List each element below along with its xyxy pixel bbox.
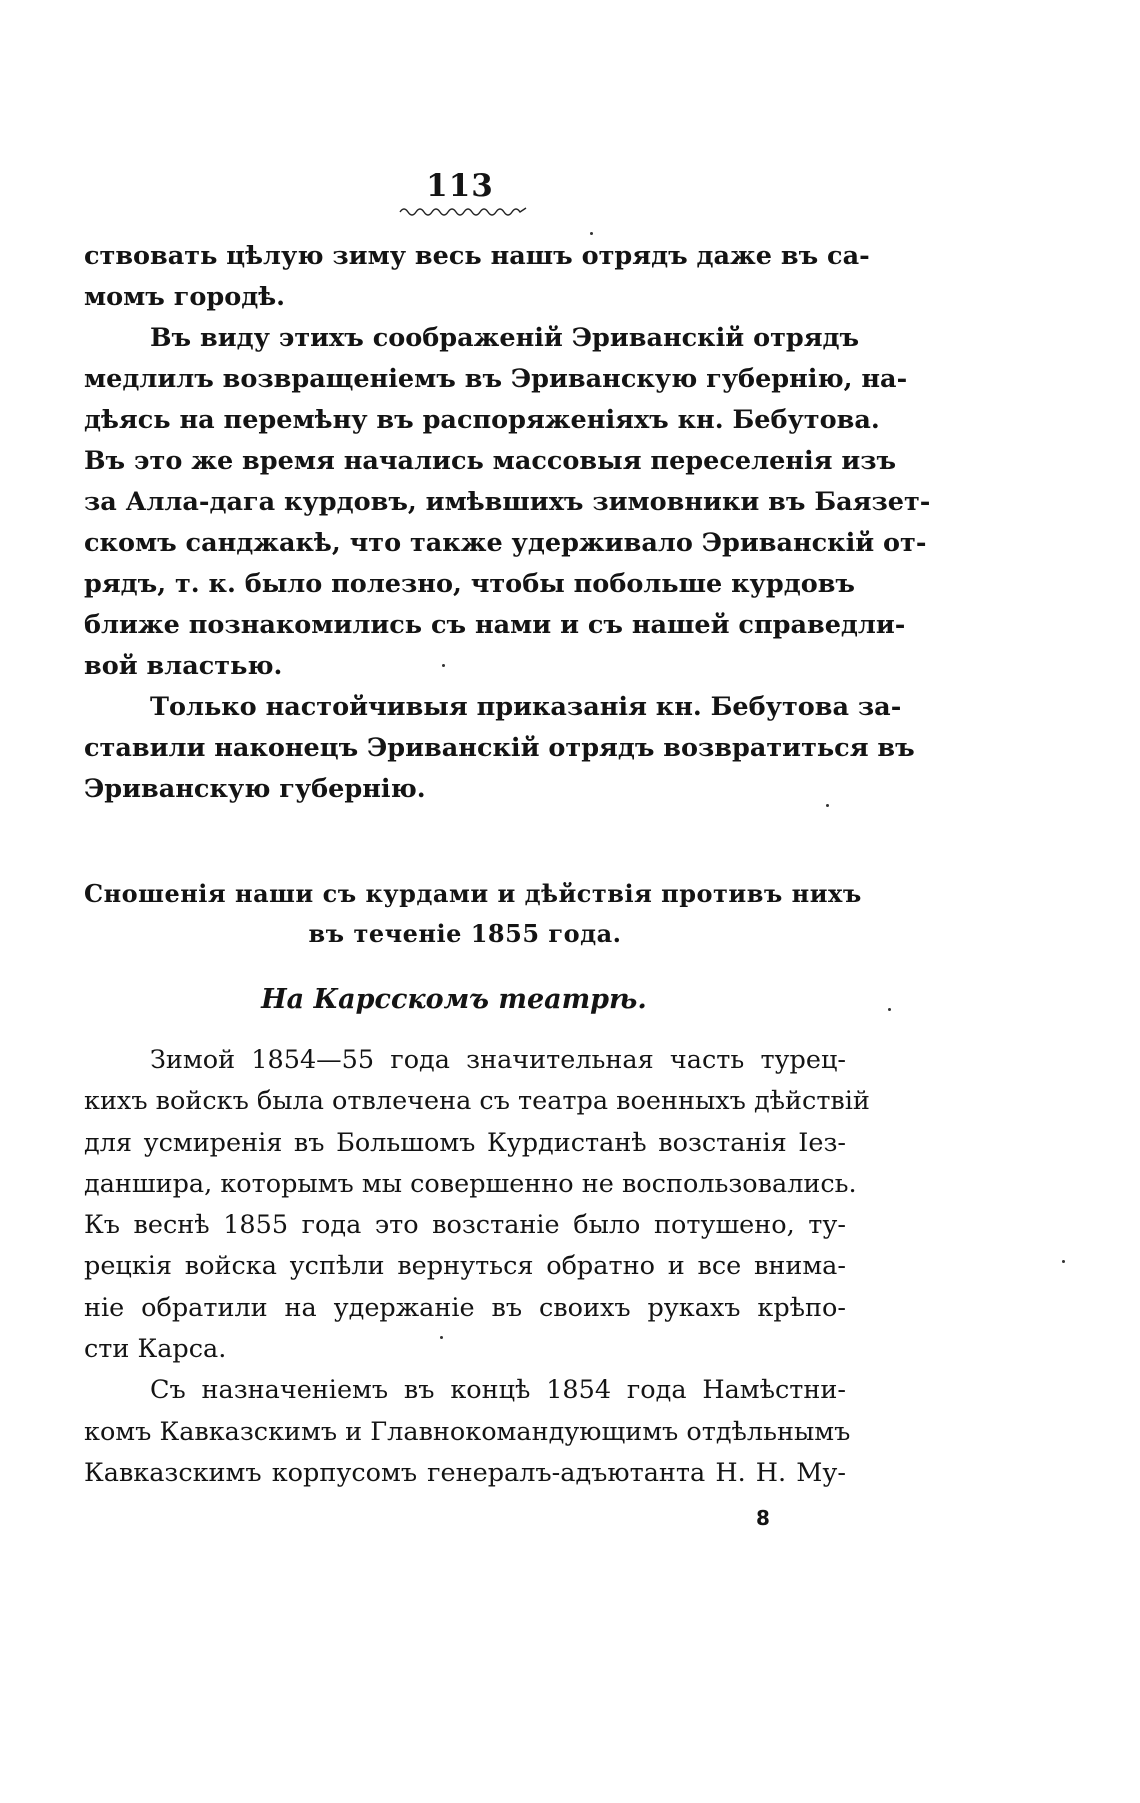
text-line: Только настойчивыя приказанія кн. Бебутова за- — [150, 692, 902, 722]
text-line: ніе обратили на удержаніе въ своихъ рукахъ крѣпо- — [84, 1292, 846, 1323]
top-text-block — [84, 236, 931, 810]
text-line: Съ назначеніемъ въ концѣ 1854 года Намѣстни- — [150, 1375, 846, 1406]
scan-speck — [590, 232, 593, 235]
section-subheading: На Карсскомъ театрѣ. — [261, 984, 647, 1015]
text-line: Эриванскую губернію. — [84, 774, 426, 804]
text-line: Въ виду этихъ соображеній Эриванскій отрядъ — [150, 323, 860, 353]
text-line: ствовать цѣлую зиму весь нашъ отрядъ даже въ са- — [84, 241, 870, 271]
scan-speck — [888, 1008, 891, 1011]
text-line: для усмиренія въ Большомъ Курдистанѣ возстанія Іез- — [84, 1127, 846, 1158]
text-line: Въ это же время начались массовыя переселенія изъ — [84, 446, 897, 476]
text-line: Зимой 1854—55 года значительная часть турец- — [150, 1045, 846, 1075]
scan-speck — [440, 1336, 443, 1339]
text-line: вой властью. — [84, 651, 283, 681]
page-number: 113 — [426, 168, 494, 204]
bottom-text-block — [84, 1040, 870, 1494]
text-line: за Алла-дага курдовъ, имѣвшихъ зимовники въ Баязет- — [84, 487, 931, 517]
text-line: сти Карса. — [84, 1334, 227, 1365]
section-heading-line: въ теченіе 1855 года. — [308, 919, 622, 948]
scan-speck — [442, 664, 445, 667]
text-line: скомъ санджакѣ, что также удерживало Эриванскій от- — [84, 528, 927, 558]
ornament-divider-icon — [398, 204, 528, 218]
text-line: Къ веснѣ 1855 года это возстаніе было потушено, ту- — [84, 1210, 846, 1241]
text-line: кихъ войскъ была отвлечена съ театра военныхъ дѣйствій — [84, 1086, 870, 1117]
scan-speck — [1062, 1260, 1065, 1263]
text-line: даншира, которымъ мы совершенно не воспользовались. — [84, 1168, 857, 1199]
text-line: дѣясь на перемѣну въ распоряженіяхъ кн. Бебутова. — [84, 405, 880, 435]
text-line: Кавказскимъ корпусомъ генералъ-адъютанта Н. Н. Му- — [84, 1457, 846, 1488]
text-line: ставили наконецъ Эриванскій отрядъ возвратиться въ — [84, 733, 915, 763]
text-line: рядъ, т. к. было полезно, чтобы побольше курдовъ — [84, 569, 855, 599]
text-line: ближе познакомились съ нами и съ нашей справедли- — [84, 610, 906, 640]
text-line: рецкія войска успѣли вернуться обратно и все внима- — [84, 1251, 846, 1282]
scan-speck — [826, 804, 829, 807]
text-line: момъ городѣ. — [84, 282, 286, 312]
text-line: комъ Кавказскимъ и Главнокомандующимъ отдѣльнымъ — [84, 1416, 851, 1447]
section-heading — [84, 874, 862, 954]
text-line: медлилъ возвращеніемъ въ Эриванскую губернію, на- — [84, 364, 908, 394]
section-heading-line: Сношенія наши съ курдами и дѣйствія противъ нихъ — [84, 879, 862, 908]
printer-signature-mark: 8 — [756, 1506, 770, 1530]
